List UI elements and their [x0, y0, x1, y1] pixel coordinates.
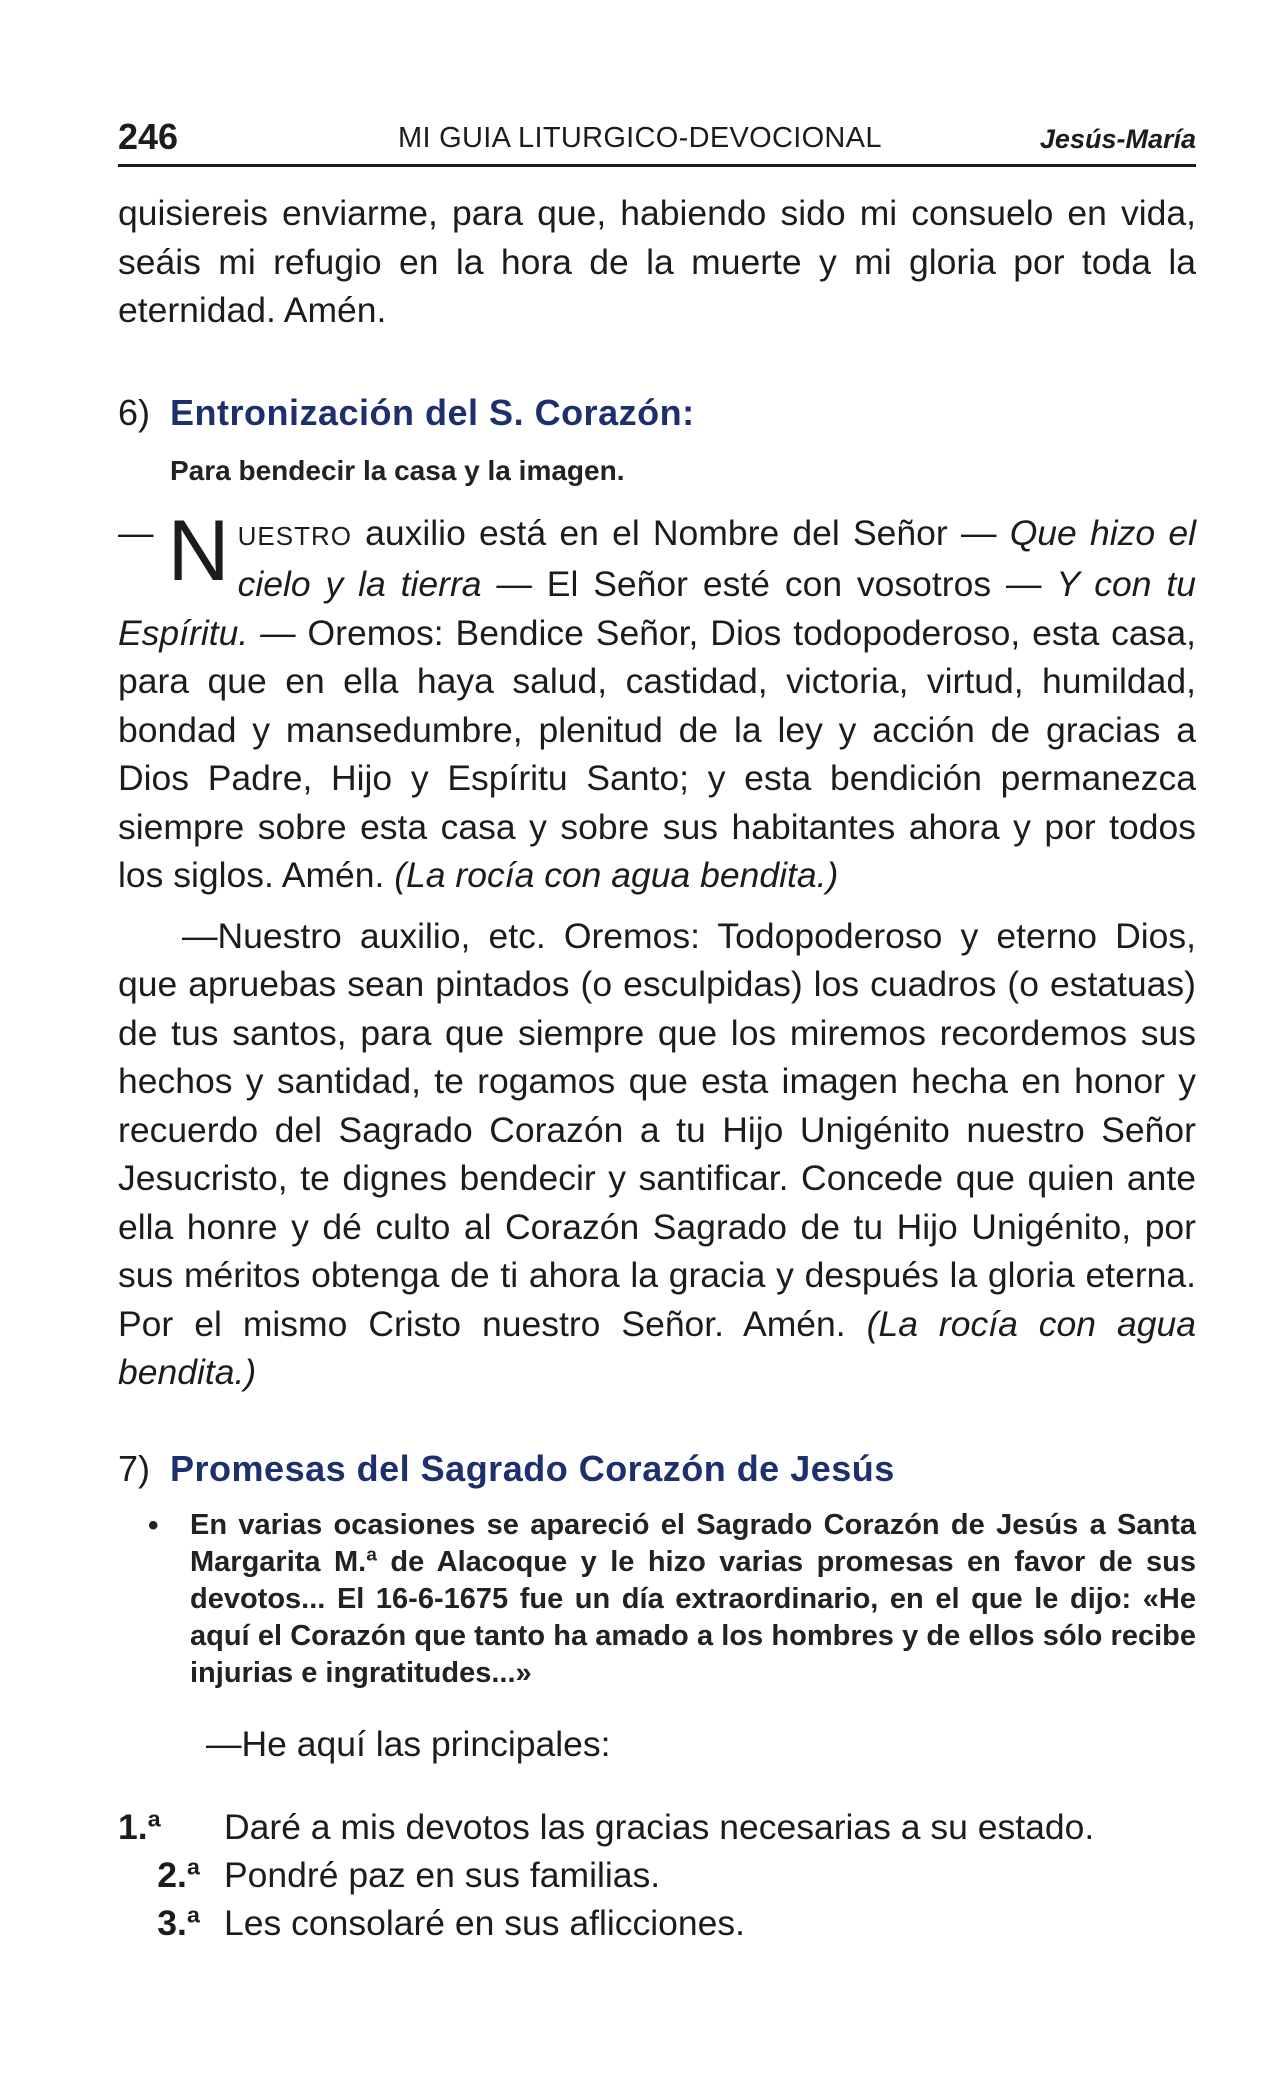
- house-blessing-paragraph: [118, 502, 1196, 900]
- promise-item: [118, 1803, 1196, 1851]
- promise-number: 2.ª: [157, 1855, 200, 1895]
- dialogue-dash: —: [118, 512, 154, 553]
- bullet-icon: •: [148, 1508, 159, 1542]
- note-text: En varias ocasiones se apareció el Sagrado Corazón de Jesús a Santa Margarita M.ª de Alacoque y le hizo varias promesas en favor de sus devotos... El 16-6-1675 fue un día extraordinario, en el que le dijo: «He aquí el Corazón que tanto ha amado a los hombres y de ellos sólo recibe injurias e ingratitudes...»: [190, 1508, 1196, 1689]
- promise-number: 1.ª: [118, 1807, 161, 1847]
- section-number: 6): [118, 391, 151, 433]
- section-heading-6: [118, 391, 1196, 435]
- promise-text: Pondré paz en sus familias.: [224, 1855, 661, 1895]
- book-page: [118, 112, 1196, 1947]
- section-title: Promesas del Sagrado Corazón de Jesús: [170, 1447, 895, 1489]
- publisher-name: Jesús-María: [1039, 124, 1196, 154]
- book-title: MI GUIA LITURGICO-DEVOCIONAL: [398, 122, 882, 154]
- response-italic: Y con tu Espíritu.: [118, 564, 1196, 653]
- text-run: auxilio está en el Nombre del Señor —: [351, 512, 1010, 553]
- promise-text: Daré a mis devotos las gracias necesarias a su estado.: [224, 1807, 1095, 1847]
- drop-cap: N: [167, 502, 230, 599]
- section-heading-7: [118, 1447, 1196, 1491]
- rubric-italic: (La rocía con agua bendita.): [394, 855, 839, 895]
- promise-text: Les consolaré en sus aflicciones.: [224, 1903, 745, 1943]
- text-run: — Oremos: Bendice Señor, Dios todopoderoso, esta casa, para que en ella haya salud, castidad, victoria, virtud, humildad, bondad y mansedumbre, plenitud de la ley y acción de gracias a Dios Padre, Hijo y Espíritu Santo; y esta bendición permanezca siempre sobre esta casa y sobre sus habitantes ahora y por todos los siglos. Amén.: [118, 612, 1196, 895]
- promise-item: [118, 1851, 1196, 1899]
- promise-item: [118, 1899, 1196, 1947]
- page-number: 246: [118, 116, 179, 157]
- rubric-italic: (La rocía con agua bendita.): [118, 1303, 1196, 1392]
- section-number: 7): [118, 1447, 151, 1489]
- promise-number: 3.ª: [157, 1903, 200, 1943]
- continuation-paragraph: quisiereis enviarme, para que, habiendo sido mi consuelo en vida, seáis mi refugio en la hora de la muerte y mi gloria por toda la eternidad. Amén.: [118, 193, 1196, 330]
- response-italic: Que hizo el cielo y la tierra: [237, 512, 1196, 604]
- text-run: — El Señor esté con vosotros —: [481, 564, 1057, 604]
- image-blessing-paragraph: [118, 912, 1196, 1397]
- bullet-note: [118, 1507, 1196, 1692]
- section-title: Entronización del S. Corazón:: [170, 391, 695, 433]
- running-header: [118, 112, 1196, 167]
- smallcaps-text: UESTRO: [237, 520, 352, 551]
- text-run: —Nuestro auxilio, etc. Oremos: Todopoderoso y eterno Dios, que apruebas sean pintados (o esculpidas) los cuadros (o estatuas) de tus santos, para que siempre que los miremos recordemos sus hechos y santidad, te rogamos que esta imagen hecha en honor y recuerdo del Sagrado Corazón a tu Hijo Unigénito nuestro Señor Jesucristo, te dignes bendecir y santificar. Concede que quien ante ella honre y dé culto al Corazón Sagrado de tu Hijo Unigénito, por sus méritos obtenga de ti ahora la gracia y después la gloria eterna. Por el mismo Cristo nuestro Señor. Amén.: [118, 915, 1196, 1344]
- promises-intro: —He aquí las principales:: [206, 1723, 611, 1764]
- rubric-note: Para bendecir la casa y la imagen.: [170, 454, 625, 486]
